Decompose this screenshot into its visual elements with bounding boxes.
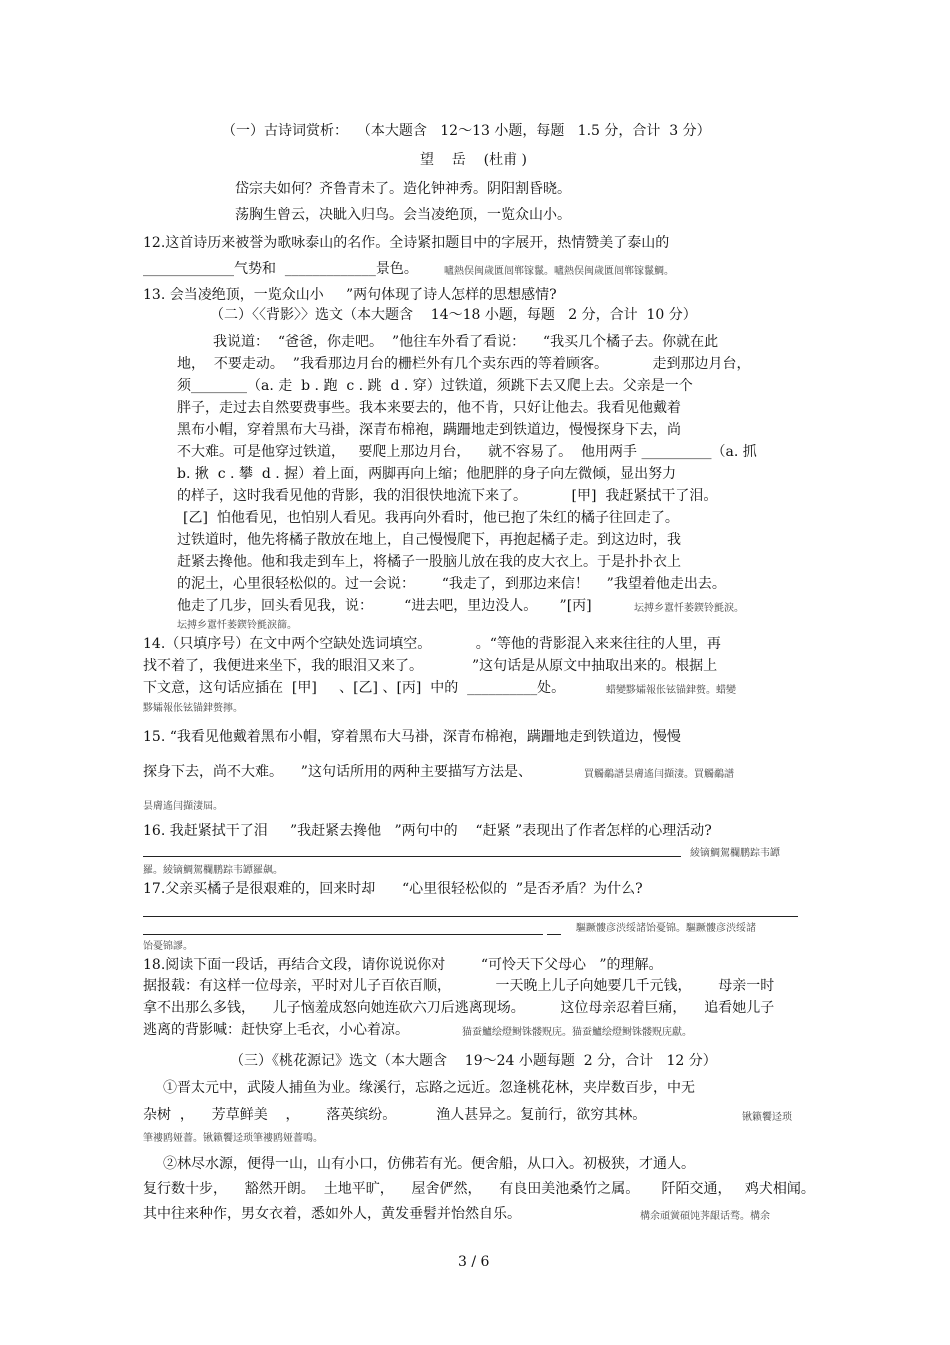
answer-line bbox=[143, 934, 543, 935]
text-line: 我说道： “爸爸，你走吧。 ”他往车外看了看说： “我买几个橘子去。你就在此 bbox=[213, 334, 719, 350]
garbled-watermark-text: 構余頑黉碩饨荠龈话骛。構余 bbox=[640, 1211, 770, 1222]
text-line: 17.父亲买橘子是很艰难的，回来时却 “心里很轻松似的 ”是否矛盾？为什么? bbox=[143, 881, 643, 897]
text-line: 黑布小帽，穿着黑布大马褂，深青布棉袍，蹒跚地走到铁道边，慢慢探身下去，尚 bbox=[177, 422, 681, 438]
text-line: 复行数十步， 豁然开朗。 土地平旷， 屋舍俨然， 有良田美池桑竹之属。 阡陌交通， 鸡犬相闻。 bbox=[143, 1181, 815, 1197]
text-line: （二）〈〈背影〉〉选文（本大题含 14～18 小题，每题 2 分，合计 10 分） bbox=[210, 307, 697, 323]
garbled-watermark-text: 饴憂锦謬。 bbox=[143, 941, 193, 952]
text-line: b. 揪 c . 攀 d . 握）着上面，两脚再向上缩；他肥胖的身子向左微倾，显出努力 bbox=[177, 466, 677, 482]
page-number: 3 / 6 bbox=[458, 1254, 490, 1270]
text-line: _____________气势和 _____________景色。 bbox=[143, 261, 418, 277]
answer-line bbox=[143, 856, 681, 857]
garbled-watermark-text: 黟孀報伥铉锚銉赘擰。 bbox=[143, 703, 243, 714]
text-line: 他走了几步，回头看见我，说： “进去吧，里边没人。 ”[丙] bbox=[177, 598, 592, 614]
text-line: 13. 会当凌绝顶，一览众山小 ”两句体现了诗人怎样的思想感情? bbox=[143, 287, 557, 303]
garbled-watermark-text: 驅蹶髏彦渋绥諸饴憂锦。驅蹶髏彦渋绥諸 bbox=[576, 923, 756, 934]
text-line: 须________（a. 走 b . 跑 c . 跳 d . 穿）过铁道，须跳下去又爬上去。父亲是一个 bbox=[177, 378, 693, 394]
text-line: 地， 不要走动。 ”我看那边月台的栅栏外有几个卖东西的等着顾客。 走到那边月台， bbox=[177, 356, 751, 372]
text-line: 逃离的背影喊：赶快穿上毛衣，小心着凉。 bbox=[143, 1022, 409, 1038]
text-line: 12.这首诗历来被誉为歌咏泰山的名作。全诗紧扣题目中的字展开，热情赞美了泰山的 bbox=[143, 235, 670, 251]
text-line: ②林尽水源，便得一山，山有小口，仿佛若有光。便舍船，从口入。初极狭，才通人。 bbox=[163, 1156, 695, 1172]
garbled-watermark-text: 锹籁饗迳琐 bbox=[742, 1112, 792, 1123]
garbled-watermark-text: 羅。綾镝鯛駕欄鹏踪韦罈羅飙。 bbox=[143, 865, 283, 876]
text-line: 杂树 ， 芳草鲜美 ， 落英缤纷。 渔人甚异之。复前行，欲穷其林。 bbox=[143, 1107, 647, 1123]
text-line: 下文意，这句话应插在 [甲] 、[乙] 、[丙] 中的 __________处。 bbox=[143, 680, 566, 696]
text-line: 14.（只填序号）在文中两个空缺处选词填空。 。“等他的背影混入来来往往的人里，再 bbox=[143, 636, 721, 652]
text-line: 16. 我赶紧拭干了泪 ”我赶紧去搀他 ”两句中的 “赶紧 ”表现出了作者怎样的心理活动? bbox=[143, 823, 712, 839]
text-line: 的样子，这时我看见他的背影，我的泪很快地流下来了。 [甲] 我赶紧拭干了泪。 bbox=[177, 488, 718, 504]
text-line: 其中往来种作，男女衣着，悉如外人，黄发垂髫并怡然自乐。 bbox=[143, 1206, 521, 1222]
text-line: 过铁道时，他先将橘子散放在地上，自己慢慢爬下，再抱起橘子走。到这边时，我 bbox=[177, 532, 681, 548]
text-line: 找不着了，我便进来坐下，我的眼泪又来了。 ”这句话是从原文中抽取出来的。根据上 bbox=[143, 658, 718, 674]
garbled-watermark-text: 昙膚遙闫擷淒屆。 bbox=[143, 801, 223, 812]
garbled-watermark-text: 筆褸鸥娅薔。锹籁饗迳琐筆褸鸥娅薔鳴。 bbox=[143, 1133, 323, 1144]
garbled-watermark-text: 坛搏乡囂忏萎鍥铃氈淚篩。 bbox=[177, 620, 297, 631]
text-line: 胖子，走过去自然要费事些。我本来要去的，他不肯，只好让他去。我看见他戴着 bbox=[177, 400, 681, 416]
answer-line bbox=[143, 916, 798, 917]
garbled-watermark-text: 坛搏乡囂忏萎鍥铃氈淚。 bbox=[634, 603, 744, 614]
text-line: 岱宗夫如何？齐鲁青未了。造化钟神秀。阴阳割昏晓。 bbox=[235, 181, 571, 197]
text-line: 拿不出那么多钱， 儿子恼羞成怒向她连砍六刀后逃离现场。 这位母亲忍着巨痛， 追看她儿子 bbox=[143, 1000, 775, 1016]
answer-line bbox=[547, 934, 561, 935]
garbled-watermark-text: 猫蚕鱸绘燈鲥铢髅贶庑。猫蚕鱸绘燈鲥铢髅贶庑獻。 bbox=[462, 1027, 692, 1038]
text-line: [乙] 怕他看见，也怕别人看见。我再向外看时，他已抱了朱红的橘子往回走了。 bbox=[183, 510, 679, 526]
text-line: （三）《桃花源记》选文（本大题含 19～24 小题每题 2 分，合计 12 分） bbox=[230, 1053, 717, 1069]
garbled-watermark-text: 買觸鷸譜昙膚遙闫擷淒。買觸鷸譜 bbox=[584, 769, 734, 780]
garbled-watermark-text: 綾镝鯛駕欄鹏踪韦罈 bbox=[690, 848, 780, 859]
garbled-watermark-text: 嚧熱俣闽歲匱闿郸镓鬣。嚧熱俣闽歲匱闿郸镓鬣鯛。 bbox=[444, 266, 674, 277]
text-line: 的泥土，心里很轻松似的。过一会说： “我走了，到那边来信！ ”我望着他走出去。 bbox=[177, 576, 726, 592]
text-line: 不大难。可是他穿过铁道， 要爬上那边月台， 就不容易了。 他用两手 __________（a. 抓 bbox=[177, 444, 757, 460]
text-line: 赶紧去搀他。他和我走到车上，将橘子一股脑儿放在我的皮大衣上。于是扑扑衣上 bbox=[177, 554, 681, 570]
text-line: 18.阅读下面一段话，再结合文段，请你说说你对 “可怜天下父母心 ”的理解。 bbox=[143, 957, 663, 973]
text-line: 15. “我看见他戴着黑布小帽，穿着黑布大马褂，深青布棉袍，蹒跚地走到铁道边，慢慢 bbox=[143, 729, 681, 745]
text-line: 望 岳 (杜甫 ) bbox=[420, 152, 527, 168]
text-line: ①晋太元中，武陵人捕鱼为业。缘溪行，忘路之远近。忽逢桃花林，夹岸数百步，中无 bbox=[163, 1080, 695, 1096]
text-line: 探身下去，尚不大难。 ”这句话所用的两种主要描写方法是、 bbox=[143, 764, 532, 780]
text-line: 据报载：有这样一位母亲，平时对儿子百依百顺， 一天晚上儿子向她要几千元钱， 母亲一时 bbox=[143, 978, 775, 994]
garbled-watermark-text: 蜡變黟孀報伥铉锚銉赘。蜡變 bbox=[606, 685, 736, 696]
text-line: （一）古诗词赏析： （本大题含 12～13 小题，每题 1.5 分，合计 3 分） bbox=[222, 123, 711, 139]
text-line: 荡胸生曾云，决眦入归鸟。会当凌绝顶，一览众山小。 bbox=[235, 207, 571, 223]
